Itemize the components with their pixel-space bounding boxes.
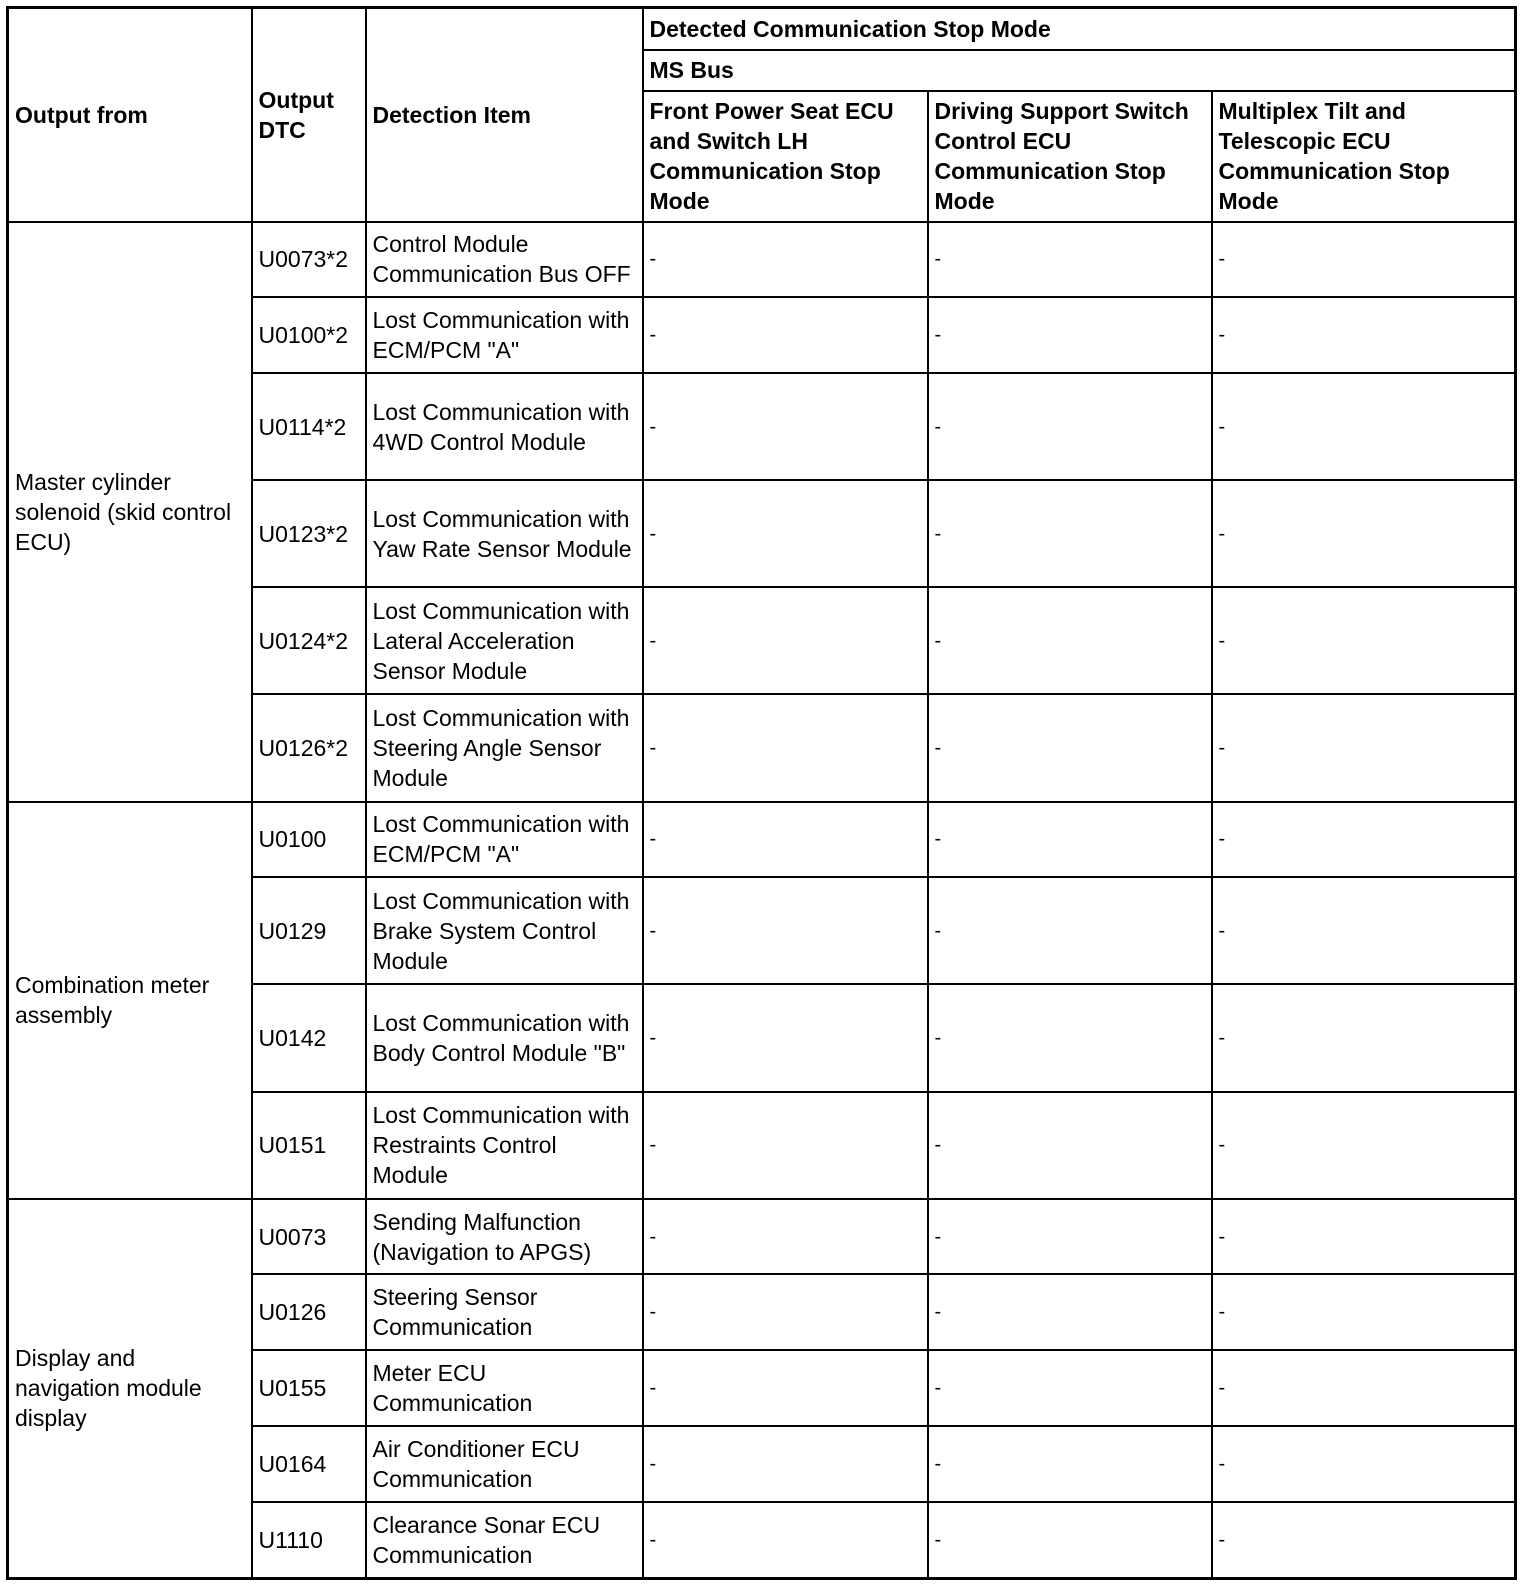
stop-mode-value-cell: - [643, 1426, 928, 1502]
dtc-cell: U0151 [252, 1092, 366, 1199]
stop-mode-value-cell: - [643, 1274, 928, 1350]
stop-mode-value-cell: - [643, 694, 928, 801]
stop-mode-value-cell: - [643, 1092, 928, 1199]
detection-item-cell: Lost Communication with Steering Angle Sensor Module [366, 694, 643, 801]
header-output-dtc: Output DTC [252, 8, 366, 222]
stop-mode-value-cell: - [643, 1350, 928, 1426]
stop-mode-value-cell: - [928, 480, 1212, 587]
stop-mode-value-cell: - [1212, 587, 1516, 694]
detection-item-cell: Lost Communication with ECM/PCM "A" [366, 802, 643, 878]
table-row [8, 222, 1516, 298]
dtc-cell: U0100 [252, 802, 366, 878]
dtc-cell: U0073 [252, 1199, 366, 1275]
stop-mode-value-cell: - [1212, 480, 1516, 587]
dtc-cell: U0124*2 [252, 587, 366, 694]
stop-mode-value-cell: - [928, 1274, 1212, 1350]
stop-mode-value-cell: - [928, 984, 1212, 1091]
header-detection-item: Detection Item [366, 8, 643, 222]
dtc-cell: U0155 [252, 1350, 366, 1426]
stop-mode-value-cell: - [1212, 877, 1516, 984]
stop-mode-value-cell: - [643, 877, 928, 984]
stop-mode-value-cell: - [1212, 373, 1516, 480]
stop-mode-value-cell: - [643, 297, 928, 373]
stop-mode-value-cell: - [928, 373, 1212, 480]
stop-mode-value-cell: - [928, 1426, 1212, 1502]
table-row [8, 1199, 1516, 1275]
dtc-cell: U0100*2 [252, 297, 366, 373]
stop-mode-value-cell: - [1212, 984, 1516, 1091]
detection-item-cell: Lost Communication with Lateral Acceleration Sensor Module [366, 587, 643, 694]
table-body [8, 222, 1516, 1579]
stop-mode-value-cell: - [928, 802, 1212, 878]
dtc-cell: U0073*2 [252, 222, 366, 298]
detection-item-cell: Lost Communication with Restraints Control Module [366, 1092, 643, 1199]
stop-mode-value-cell: - [928, 1350, 1212, 1426]
stop-mode-value-cell: - [643, 587, 928, 694]
detection-item-cell: Lost Communication with Brake System Control Module [366, 877, 643, 984]
detection-item-cell: Lost Communication with ECM/PCM "A" [366, 297, 643, 373]
detection-item-cell: Steering Sensor Communication [366, 1274, 643, 1350]
stop-mode-value-cell: - [643, 984, 928, 1091]
header-mode-multiplex-tilt: Multiplex Tilt and Telescopic ECU Communication Stop Mode [1212, 91, 1516, 222]
stop-mode-value-cell: - [643, 480, 928, 587]
dtc-table [6, 6, 1517, 1580]
detection-item-cell: Control Module Communication Bus OFF [366, 222, 643, 298]
stop-mode-value-cell: - [1212, 1092, 1516, 1199]
stop-mode-value-cell: - [928, 1199, 1212, 1275]
header-mode-driving-support: Driving Support Switch Control ECU Communication Stop Mode [928, 91, 1212, 222]
stop-mode-value-cell: - [1212, 1274, 1516, 1350]
stop-mode-value-cell: - [643, 1502, 928, 1578]
stop-mode-value-cell: - [1212, 1502, 1516, 1578]
dtc-cell: U0129 [252, 877, 366, 984]
detection-item-cell: Lost Communication with Body Control Module "B" [366, 984, 643, 1091]
stop-mode-value-cell: - [1212, 1350, 1516, 1426]
stop-mode-value-cell: - [928, 297, 1212, 373]
output-from-cell: Combination meter assembly [8, 802, 252, 1199]
detection-item-cell: Lost Communication with 4WD Control Module [366, 373, 643, 480]
dtc-cell: U0142 [252, 984, 366, 1091]
stop-mode-value-cell: - [1212, 1426, 1516, 1502]
output-from-cell: Master cylinder solenoid (skid control ECU) [8, 222, 252, 802]
table-header [8, 8, 1516, 222]
detection-item-cell: Air Conditioner ECU Communication [366, 1426, 643, 1502]
dtc-cell: U0123*2 [252, 480, 366, 587]
stop-mode-value-cell: - [1212, 297, 1516, 373]
header-output-from: Output from [8, 8, 252, 222]
stop-mode-value-cell: - [928, 694, 1212, 801]
stop-mode-value-cell: - [1212, 222, 1516, 298]
stop-mode-value-cell: - [1212, 802, 1516, 878]
table-row [8, 802, 1516, 878]
header-mode-front-power-seat: Front Power Seat ECU and Switch LH Communication Stop Mode [643, 91, 928, 222]
header-ms-bus: MS Bus [643, 50, 1516, 91]
stop-mode-value-cell: - [928, 222, 1212, 298]
stop-mode-value-cell: - [643, 1199, 928, 1275]
output-from-cell: Display and navigation module display [8, 1199, 252, 1579]
detection-item-cell: Sending Malfunction (Navigation to APGS) [366, 1199, 643, 1275]
stop-mode-value-cell: - [928, 587, 1212, 694]
dtc-cell: U0164 [252, 1426, 366, 1502]
header-stop-mode-group: Detected Communication Stop Mode [643, 8, 1516, 50]
dtc-cell: U0126 [252, 1274, 366, 1350]
stop-mode-value-cell: - [643, 373, 928, 480]
stop-mode-value-cell: - [928, 1092, 1212, 1199]
stop-mode-value-cell: - [643, 802, 928, 878]
dtc-cell: U0114*2 [252, 373, 366, 480]
stop-mode-value-cell: - [928, 877, 1212, 984]
dtc-cell: U1110 [252, 1502, 366, 1578]
detection-item-cell: Clearance Sonar ECU Communication [366, 1502, 643, 1578]
stop-mode-value-cell: - [1212, 1199, 1516, 1275]
detection-item-cell: Meter ECU Communication [366, 1350, 643, 1426]
stop-mode-value-cell: - [643, 222, 928, 298]
stop-mode-value-cell: - [1212, 694, 1516, 801]
stop-mode-value-cell: - [928, 1502, 1212, 1578]
dtc-cell: U0126*2 [252, 694, 366, 801]
detection-item-cell: Lost Communication with Yaw Rate Sensor Module [366, 480, 643, 587]
